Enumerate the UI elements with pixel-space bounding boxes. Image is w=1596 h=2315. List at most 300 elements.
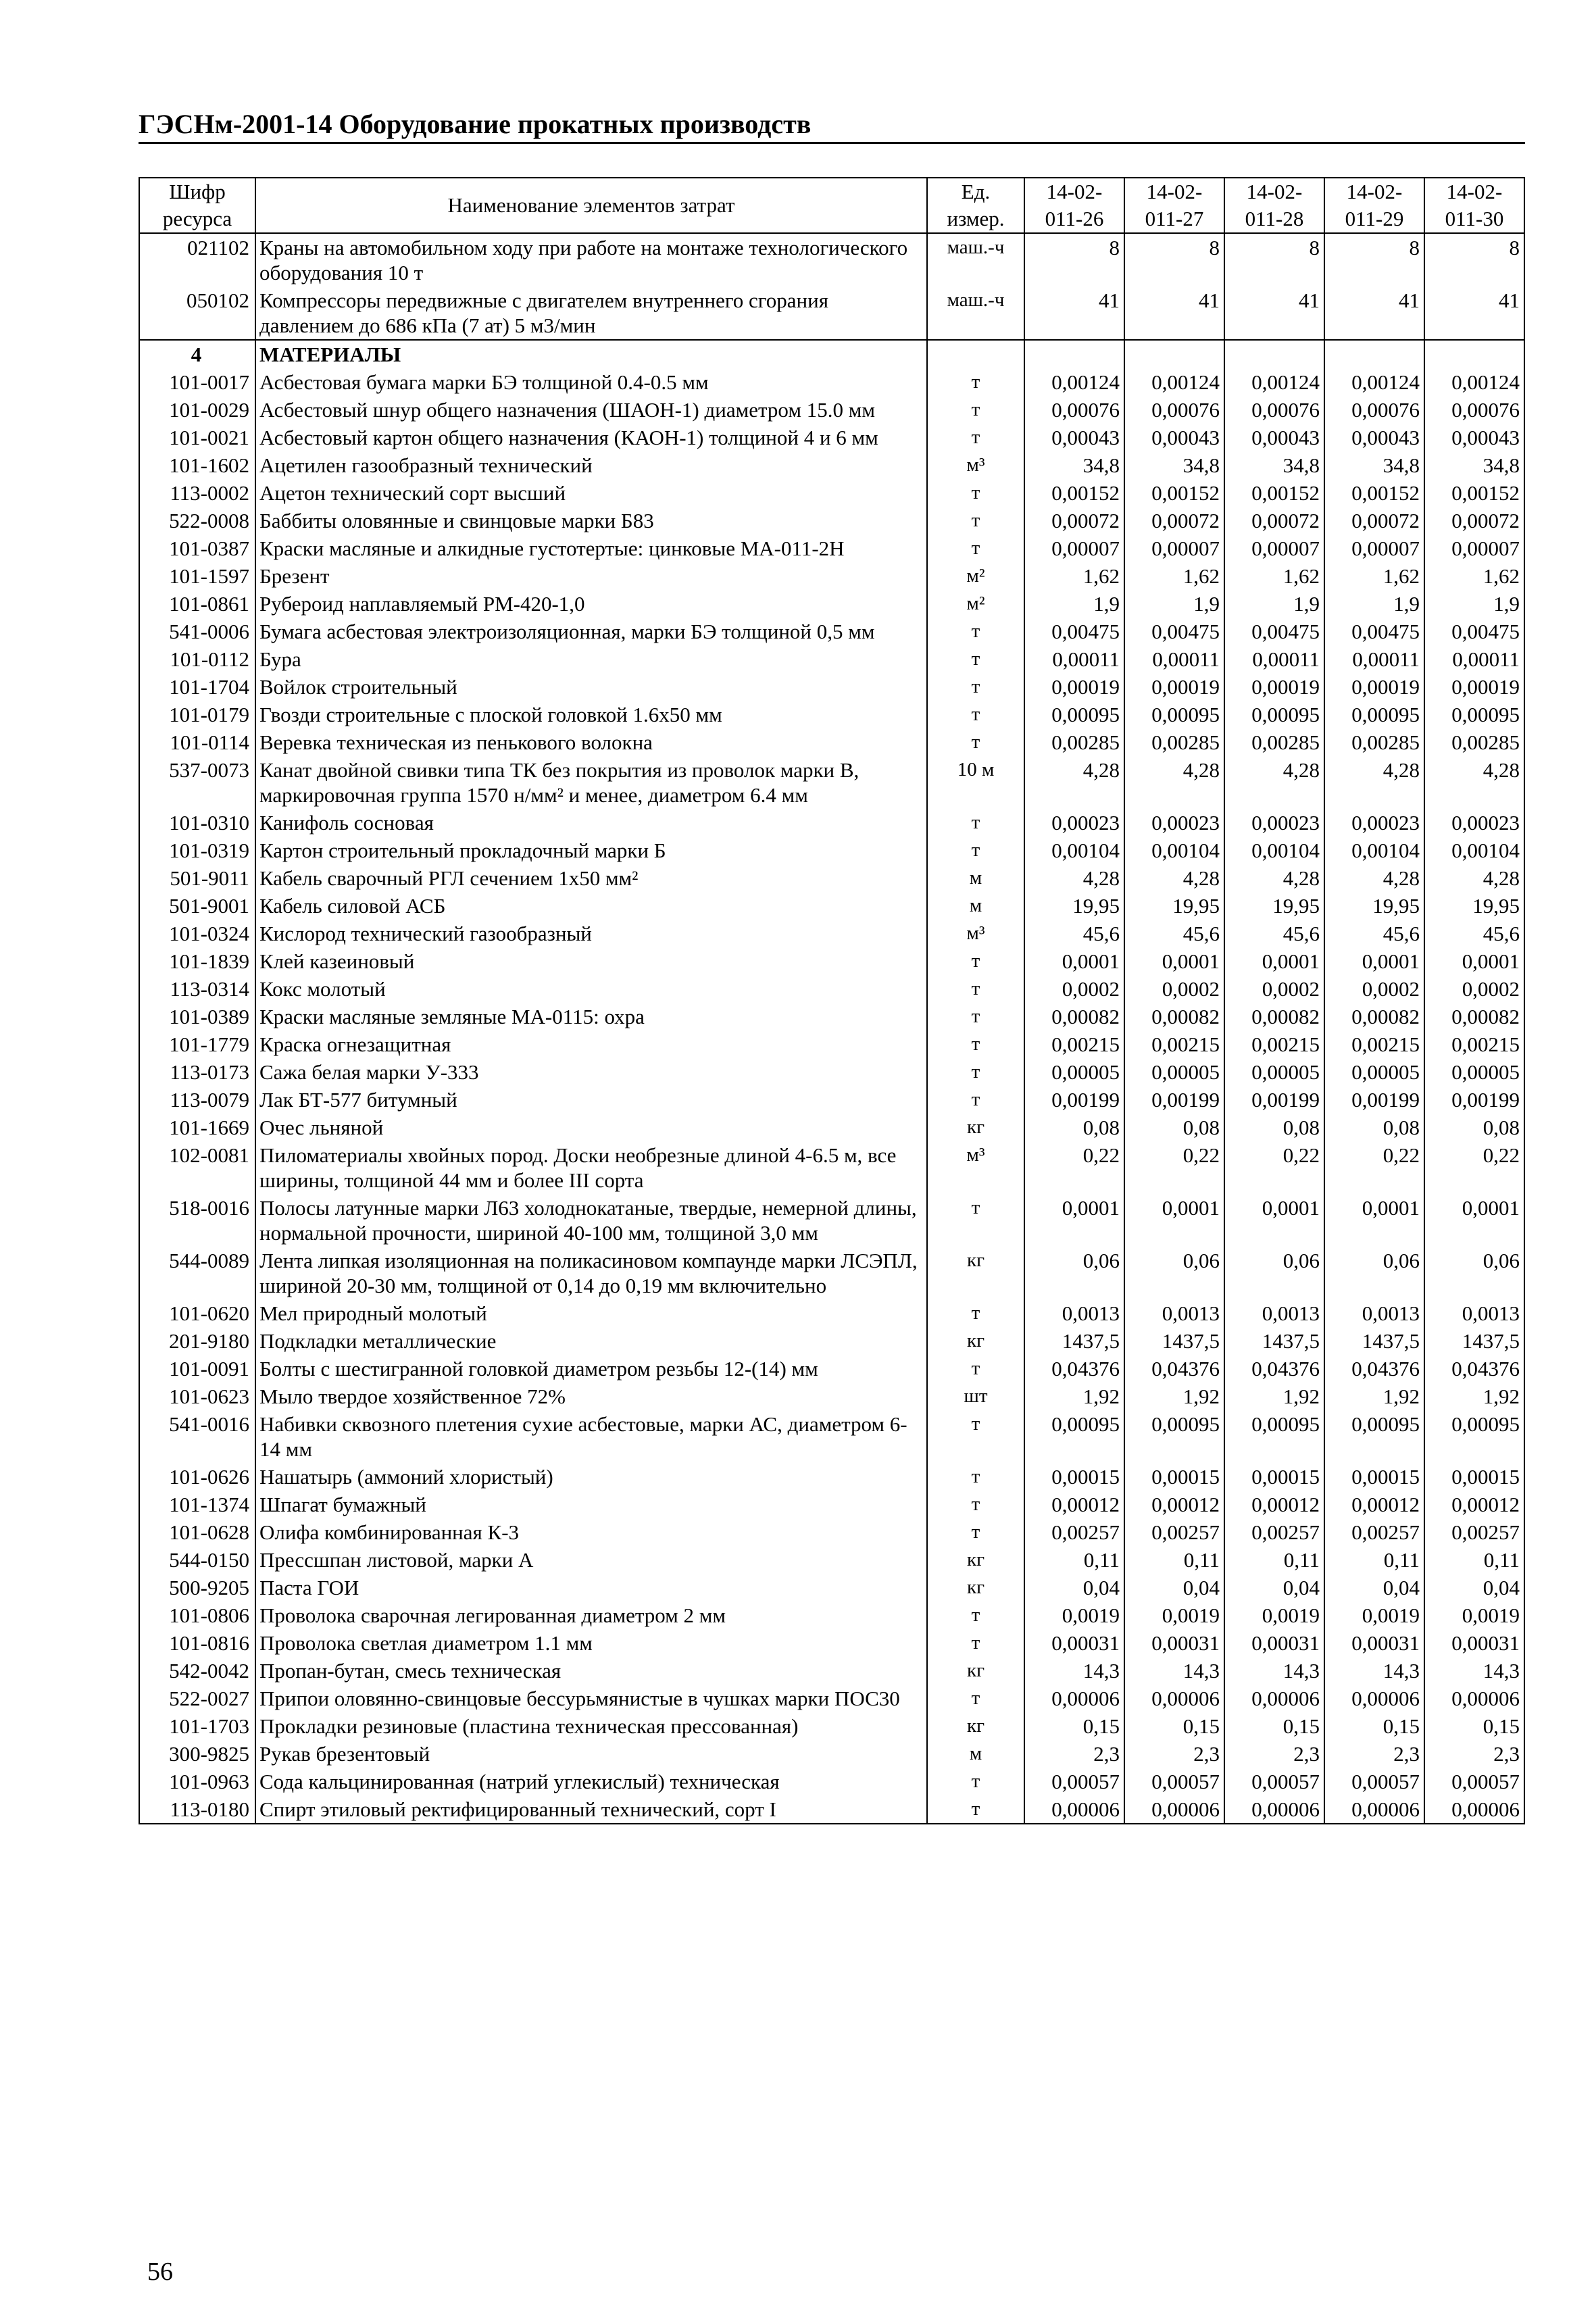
cell-code: 113-0173: [139, 1058, 255, 1086]
cell-value: 0,00011: [1224, 645, 1324, 673]
header-col-26: 14-02-011-26: [1024, 178, 1124, 233]
cell-value: 0,00076: [1124, 396, 1224, 424]
cell-value: 19,95: [1024, 892, 1124, 920]
cell-value: 0,00124: [1324, 368, 1424, 396]
cell-value: 0,0002: [1224, 975, 1324, 1003]
cell-value: 0,22: [1024, 1141, 1124, 1194]
cell-value: 0,00019: [1424, 673, 1524, 701]
cell-value: 4,28: [1424, 756, 1524, 809]
cell-value: 0,04376: [1024, 1355, 1124, 1383]
cell-name: МАТЕРИАЛЫ: [255, 340, 927, 368]
cell-name: Краски масляные и алкидные густотертые: цинковые МА-011-2Н: [255, 534, 927, 562]
cell-unit: т: [927, 1463, 1024, 1491]
cell-code: 101-1602: [139, 451, 255, 479]
cell-value: 0,0001: [1424, 1194, 1524, 1247]
cell-name: Болты с шестигранной головкой диаметром резьбы 12-(14) мм: [255, 1355, 927, 1383]
cell-value: 0,08: [1324, 1114, 1424, 1141]
cell-value: 19,95: [1424, 892, 1524, 920]
cell-name: Краска огнезащитная: [255, 1030, 927, 1058]
cell-value: 2,3: [1424, 1740, 1524, 1768]
cell-code: 101-0626: [139, 1463, 255, 1491]
cell-value: 0,0013: [1124, 1299, 1224, 1327]
table-row: [139, 728, 1524, 756]
cell-value: 0,00095: [1224, 701, 1324, 728]
cell-value: 0,00031: [1224, 1629, 1324, 1657]
cell-unit: т: [927, 1299, 1024, 1327]
cell-value: 0,00475: [1224, 618, 1324, 645]
table-row: [139, 1601, 1524, 1629]
cell-name: Нашатырь (аммоний хлористый): [255, 1463, 927, 1491]
page-title: ГЭСНм-2001-14 Оборудование прокатных производств: [139, 109, 812, 139]
header-unit: Ед. измер.: [927, 178, 1024, 233]
cell-value: 0,06: [1124, 1247, 1224, 1299]
cell-value: 0,00475: [1324, 618, 1424, 645]
cell-code: 101-0816: [139, 1629, 255, 1657]
cell-value: 0,00006: [1224, 1795, 1324, 1824]
cell-code: 101-0861: [139, 590, 255, 618]
cell-value: 0,00095: [1424, 1410, 1524, 1463]
table-row: [139, 1546, 1524, 1574]
cell-value: 14,3: [1224, 1657, 1324, 1685]
cell-unit: т: [927, 809, 1024, 837]
cell-name: Прессшпан листовой, марки А: [255, 1546, 927, 1574]
cell-unit: т: [927, 947, 1024, 975]
cell-unit: кг: [927, 1574, 1024, 1601]
cell-value: 1,92: [1024, 1383, 1124, 1410]
cell-unit: т: [927, 396, 1024, 424]
cell-value: [1124, 340, 1224, 368]
cell-value: 34,8: [1324, 451, 1424, 479]
cell-value: 0,00023: [1024, 809, 1124, 837]
cell-unit: т: [927, 1086, 1024, 1114]
cell-value: 8: [1124, 233, 1224, 287]
cell-value: 0,00005: [1424, 1058, 1524, 1086]
cell-name: Припои оловянно-свинцовые бессурьмянистые в чушках марки ПОС30: [255, 1685, 927, 1712]
cell-value: 0,00015: [1124, 1463, 1224, 1491]
cell-value: 8: [1224, 233, 1324, 287]
cell-value: 0,00082: [1324, 1003, 1424, 1030]
cell-value: 0,00012: [1424, 1491, 1524, 1518]
cell-value: 0,00006: [1124, 1795, 1224, 1824]
cell-value: 1,62: [1324, 562, 1424, 590]
table-row: [139, 368, 1524, 396]
table-row: [139, 590, 1524, 618]
cell-value: 0,00124: [1424, 368, 1524, 396]
header-code: Шифр ресурса: [139, 178, 255, 233]
cell-code: 4: [139, 340, 255, 368]
cell-value: 0,00072: [1224, 507, 1324, 534]
cell-value: 0,11: [1324, 1546, 1424, 1574]
header-col-28: 14-02-011-28: [1224, 178, 1324, 233]
table-row: [139, 1463, 1524, 1491]
cell-code: 101-0319: [139, 837, 255, 864]
cell-name: Веревка техническая из пенькового волокна: [255, 728, 927, 756]
table-row: [139, 396, 1524, 424]
cell-value: 0,00082: [1424, 1003, 1524, 1030]
cell-value: 0,00199: [1424, 1086, 1524, 1114]
cell-code: 101-1839: [139, 947, 255, 975]
table-row: [139, 1003, 1524, 1030]
cell-name: Кабель силовой АСБ: [255, 892, 927, 920]
cell-value: 1437,5: [1324, 1327, 1424, 1355]
cell-code: 542-0042: [139, 1657, 255, 1685]
cell-value: 0,00257: [1224, 1518, 1324, 1546]
cell-value: 0,08: [1024, 1114, 1124, 1141]
resource-table: [139, 177, 1525, 1824]
cell-unit: т: [927, 1601, 1024, 1629]
table-row: [139, 947, 1524, 975]
cell-name: Набивки сквозного плетения сухие асбестовые, марки АС, диаметром 6-14 мм: [255, 1410, 927, 1463]
cell-name: Компрессоры передвижные с двигателем внутреннего сгорания давлением до 686 кПа (7 ат) 5 м3/мин: [255, 287, 927, 340]
cell-value: 0,00152: [1124, 479, 1224, 507]
cell-value: 0,00023: [1424, 809, 1524, 837]
cell-value: 0,00011: [1324, 645, 1424, 673]
cell-value: 0,15: [1224, 1712, 1324, 1740]
table-row: [139, 920, 1524, 947]
cell-value: 1437,5: [1224, 1327, 1324, 1355]
cell-unit: м³: [927, 451, 1024, 479]
cell-value: 0,00011: [1424, 645, 1524, 673]
cell-value: 1,9: [1024, 590, 1124, 618]
cell-name: Баббиты оловянные и свинцовые марки Б83: [255, 507, 927, 534]
cell-code: 101-0021: [139, 424, 255, 451]
cell-code: 541-0006: [139, 618, 255, 645]
cell-name: Канифоль сосновая: [255, 809, 927, 837]
cell-value: 0,00007: [1224, 534, 1324, 562]
section-row: [139, 340, 1524, 368]
cell-value: 1437,5: [1124, 1327, 1224, 1355]
cell-value: 0,00475: [1424, 618, 1524, 645]
cell-unit: кг: [927, 1247, 1024, 1299]
cell-value: 0,00475: [1124, 618, 1224, 645]
header-col-27: 14-02-011-27: [1124, 178, 1224, 233]
cell-code: 101-0112: [139, 645, 255, 673]
cell-unit: т: [927, 1003, 1024, 1030]
cell-value: 0,00005: [1124, 1058, 1224, 1086]
cell-value: 0,00007: [1024, 534, 1124, 562]
cell-value: 0,00011: [1024, 645, 1124, 673]
cell-value: 14,3: [1324, 1657, 1424, 1685]
cell-value: 0,08: [1224, 1114, 1324, 1141]
cell-value: 1,92: [1424, 1383, 1524, 1410]
cell-value: 2,3: [1024, 1740, 1124, 1768]
cell-value: 45,6: [1124, 920, 1224, 947]
cell-value: [1224, 340, 1324, 368]
cell-value: 4,28: [1024, 864, 1124, 892]
cell-value: 4,28: [1124, 756, 1224, 809]
cell-value: 0,00006: [1424, 1685, 1524, 1712]
cell-code: 500-9205: [139, 1574, 255, 1601]
cell-value: 14,3: [1424, 1657, 1524, 1685]
cell-value: 0,00215: [1324, 1030, 1424, 1058]
cell-unit: кг: [927, 1327, 1024, 1355]
cell-code: 101-0324: [139, 920, 255, 947]
cell-value: 0,0013: [1324, 1299, 1424, 1327]
cell-value: 0,00152: [1324, 479, 1424, 507]
cell-code: 101-0389: [139, 1003, 255, 1030]
cell-unit: м: [927, 892, 1024, 920]
cell-value: 1,9: [1124, 590, 1224, 618]
cell-value: 0,00012: [1324, 1491, 1424, 1518]
cell-value: 0,00076: [1224, 396, 1324, 424]
cell-code: 102-0081: [139, 1141, 255, 1194]
cell-name: Очес льняной: [255, 1114, 927, 1141]
cell-unit: маш.-ч: [927, 287, 1024, 340]
cell-value: 0,11: [1024, 1546, 1124, 1574]
table-row: [139, 673, 1524, 701]
cell-value: 0,04: [1424, 1574, 1524, 1601]
cell-value: 0,00215: [1024, 1030, 1124, 1058]
table-body: [139, 233, 1524, 1824]
cell-unit: т: [927, 728, 1024, 756]
cell-value: 0,06: [1024, 1247, 1124, 1299]
table-row: [139, 1141, 1524, 1194]
cell-value: 0,15: [1024, 1712, 1124, 1740]
cell-value: 0,00257: [1324, 1518, 1424, 1546]
cell-value: 0,00082: [1124, 1003, 1224, 1030]
cell-value: 0,0001: [1324, 947, 1424, 975]
cell-name: Проволока светлая диаметром 1.1 мм: [255, 1629, 927, 1657]
cell-code: 522-0027: [139, 1685, 255, 1712]
table-row: [139, 233, 1524, 287]
table-row: [139, 562, 1524, 590]
cell-name: Пропан-бутан, смесь техническая: [255, 1657, 927, 1685]
cell-value: 34,8: [1224, 451, 1324, 479]
cell-value: 0,00057: [1124, 1768, 1224, 1795]
cell-name: Картон строительный прокладочный марки Б: [255, 837, 927, 864]
cell-name: Мел природный молотый: [255, 1299, 927, 1327]
table-row: [139, 1299, 1524, 1327]
cell-name: Рукав брезентовый: [255, 1740, 927, 1768]
table-row: [139, 1383, 1524, 1410]
table-row: [139, 1114, 1524, 1141]
cell-value: 0,00257: [1024, 1518, 1124, 1546]
cell-value: 0,06: [1224, 1247, 1324, 1299]
cell-name: Асбестовая бумага марки БЭ толщиной 0.4-0.5 мм: [255, 368, 927, 396]
cell-value: 8: [1424, 233, 1524, 287]
cell-unit: шт: [927, 1383, 1024, 1410]
cell-code: 501-9011: [139, 864, 255, 892]
cell-value: 0,00082: [1224, 1003, 1324, 1030]
cell-name: Кабель сварочный РГЛ сечением 1x50 мм²: [255, 864, 927, 892]
cell-code: 113-0002: [139, 479, 255, 507]
cell-value: 1,62: [1224, 562, 1324, 590]
cell-value: 0,00007: [1424, 534, 1524, 562]
cell-code: 544-0089: [139, 1247, 255, 1299]
table-row: [139, 1574, 1524, 1601]
cell-value: 0,00104: [1024, 837, 1124, 864]
cell-value: 45,6: [1424, 920, 1524, 947]
cell-name: Спирт этиловый ректифицированный технический, сорт I: [255, 1795, 927, 1824]
cell-code: 101-0310: [139, 809, 255, 837]
cell-value: 0,00006: [1424, 1795, 1524, 1824]
cell-value: 0,00043: [1324, 424, 1424, 451]
cell-value: 0,0002: [1424, 975, 1524, 1003]
cell-code: 113-0314: [139, 975, 255, 1003]
cell-unit: кг: [927, 1114, 1024, 1141]
cell-value: 14,3: [1124, 1657, 1224, 1685]
cell-value: 4,28: [1024, 756, 1124, 809]
cell-value: 0,15: [1124, 1712, 1224, 1740]
cell-value: 0,00104: [1124, 837, 1224, 864]
cell-value: 0,00072: [1424, 507, 1524, 534]
cell-value: 1,62: [1424, 562, 1524, 590]
table-row: [139, 1629, 1524, 1657]
table-row: [139, 451, 1524, 479]
cell-value: 0,0019: [1124, 1601, 1224, 1629]
cell-value: 0,00215: [1424, 1030, 1524, 1058]
cell-value: 0,00475: [1024, 618, 1124, 645]
cell-value: 0,00124: [1224, 368, 1324, 396]
cell-code: 101-0114: [139, 728, 255, 756]
cell-unit: т: [927, 368, 1024, 396]
cell-unit: т: [927, 1685, 1024, 1712]
cell-value: 0,00095: [1124, 701, 1224, 728]
table-row: [139, 1410, 1524, 1463]
cell-name: Асбестовый картон общего назначения (КАОН-1) толщиной 4 и 6 мм: [255, 424, 927, 451]
cell-name: Сода кальцинированная (натрий углекислый) техническая: [255, 1768, 927, 1795]
cell-value: 1,92: [1324, 1383, 1424, 1410]
cell-value: 0,00015: [1424, 1463, 1524, 1491]
cell-name: Сажа белая марки У-333: [255, 1058, 927, 1086]
cell-code: 101-0623: [139, 1383, 255, 1410]
cell-value: 1,9: [1324, 590, 1424, 618]
cell-value: 0,00285: [1224, 728, 1324, 756]
table-row: [139, 975, 1524, 1003]
cell-value: 41: [1124, 287, 1224, 340]
cell-value: 0,00072: [1024, 507, 1124, 534]
cell-value: 2,3: [1324, 1740, 1424, 1768]
cell-value: 0,0013: [1024, 1299, 1124, 1327]
cell-unit: т: [927, 1629, 1024, 1657]
table-row: [139, 837, 1524, 864]
cell-value: 0,00023: [1224, 809, 1324, 837]
table-row: [139, 1247, 1524, 1299]
cell-value: 0,00006: [1224, 1685, 1324, 1712]
cell-value: 1,92: [1224, 1383, 1324, 1410]
cell-value: 0,00215: [1224, 1030, 1324, 1058]
table-row: [139, 1355, 1524, 1383]
cell-value: 19,95: [1224, 892, 1324, 920]
cell-value: 0,0019: [1324, 1601, 1424, 1629]
cell-name: Асбестовый шнур общего назначения (ШАОН-1) диаметром 15.0 мм: [255, 396, 927, 424]
cell-value: 19,95: [1324, 892, 1424, 920]
cell-value: 0,00011: [1124, 645, 1224, 673]
table-row: [139, 1194, 1524, 1247]
cell-value: 0,00006: [1324, 1795, 1424, 1824]
cell-value: 0,00104: [1424, 837, 1524, 864]
cell-unit: м: [927, 864, 1024, 892]
cell-value: 0,00095: [1224, 1410, 1324, 1463]
cell-code: 518-0016: [139, 1194, 255, 1247]
cell-value: 8: [1324, 233, 1424, 287]
table-row: [139, 479, 1524, 507]
cell-value: 0,00199: [1224, 1086, 1324, 1114]
cell-code: 101-1374: [139, 1491, 255, 1518]
cell-value: 4,28: [1324, 864, 1424, 892]
cell-value: [1424, 340, 1524, 368]
cell-value: 0,0002: [1124, 975, 1224, 1003]
cell-value: 0,00023: [1324, 809, 1424, 837]
cell-name: Кокс молотый: [255, 975, 927, 1003]
table-row: [139, 701, 1524, 728]
cell-value: 0,0001: [1324, 1194, 1424, 1247]
table-row: [139, 809, 1524, 837]
cell-value: 0,00006: [1324, 1685, 1424, 1712]
cell-code: 101-0017: [139, 368, 255, 396]
cell-code: 201-9180: [139, 1327, 255, 1355]
cell-value: 0,00006: [1024, 1795, 1124, 1824]
cell-value: 0,00006: [1124, 1685, 1224, 1712]
cell-value: 0,0013: [1424, 1299, 1524, 1327]
cell-value: 45,6: [1024, 920, 1124, 947]
table-row: [139, 287, 1524, 340]
cell-name: Краски масляные земляные МА-0115: охра: [255, 1003, 927, 1030]
cell-value: 0,0001: [1224, 1194, 1324, 1247]
cell-value: 1,62: [1024, 562, 1124, 590]
cell-code: 101-0179: [139, 701, 255, 728]
cell-value: 0,00199: [1124, 1086, 1224, 1114]
cell-name: Ацетилен газообразный технический: [255, 451, 927, 479]
cell-value: 0,0001: [1024, 947, 1124, 975]
cell-unit: т: [927, 479, 1024, 507]
table-row: [139, 645, 1524, 673]
cell-value: 0,04: [1124, 1574, 1224, 1601]
cell-value: 0,00031: [1324, 1629, 1424, 1657]
cell-unit: м: [927, 1740, 1024, 1768]
cell-value: 0,00019: [1324, 673, 1424, 701]
cell-value: 34,8: [1024, 451, 1124, 479]
cell-value: 1,62: [1124, 562, 1224, 590]
cell-code: 021102: [139, 233, 255, 287]
cell-name: Прокладки резиновые (пластина техническая прессованная): [255, 1712, 927, 1740]
cell-value: 0,00199: [1024, 1086, 1124, 1114]
cell-value: 14,3: [1024, 1657, 1124, 1685]
cell-value: 0,22: [1324, 1141, 1424, 1194]
table-row: [139, 892, 1524, 920]
cell-value: 0,0019: [1224, 1601, 1324, 1629]
cell-value: 0,00057: [1224, 1768, 1324, 1795]
cell-value: 0,00072: [1324, 507, 1424, 534]
cell-value: 0,06: [1324, 1247, 1424, 1299]
cell-value: 4,28: [1224, 864, 1324, 892]
cell-unit: 10 м: [927, 756, 1024, 809]
table-row: [139, 507, 1524, 534]
cell-value: 0,00124: [1024, 368, 1124, 396]
cell-value: 1,9: [1424, 590, 1524, 618]
table-row: [139, 1685, 1524, 1712]
cell-unit: т: [927, 1518, 1024, 1546]
cell-value: 41: [1324, 287, 1424, 340]
cell-value: 0,00031: [1024, 1629, 1124, 1657]
cell-value: 0,15: [1324, 1712, 1424, 1740]
cell-code: 101-0620: [139, 1299, 255, 1327]
cell-value: 41: [1024, 287, 1124, 340]
cell-value: 0,0001: [1424, 947, 1524, 975]
cell-value: 0,04376: [1324, 1355, 1424, 1383]
table-row: [139, 1712, 1524, 1740]
cell-value: 0,00057: [1424, 1768, 1524, 1795]
cell-value: 0,00015: [1324, 1463, 1424, 1491]
cell-unit: т: [927, 837, 1024, 864]
cell-unit: т: [927, 424, 1024, 451]
cell-code: 537-0073: [139, 756, 255, 809]
cell-value: 0,00095: [1024, 701, 1124, 728]
page-number: 56: [147, 2258, 173, 2286]
cell-value: 0,0002: [1324, 975, 1424, 1003]
cell-value: 0,22: [1424, 1141, 1524, 1194]
table-row: [139, 864, 1524, 892]
